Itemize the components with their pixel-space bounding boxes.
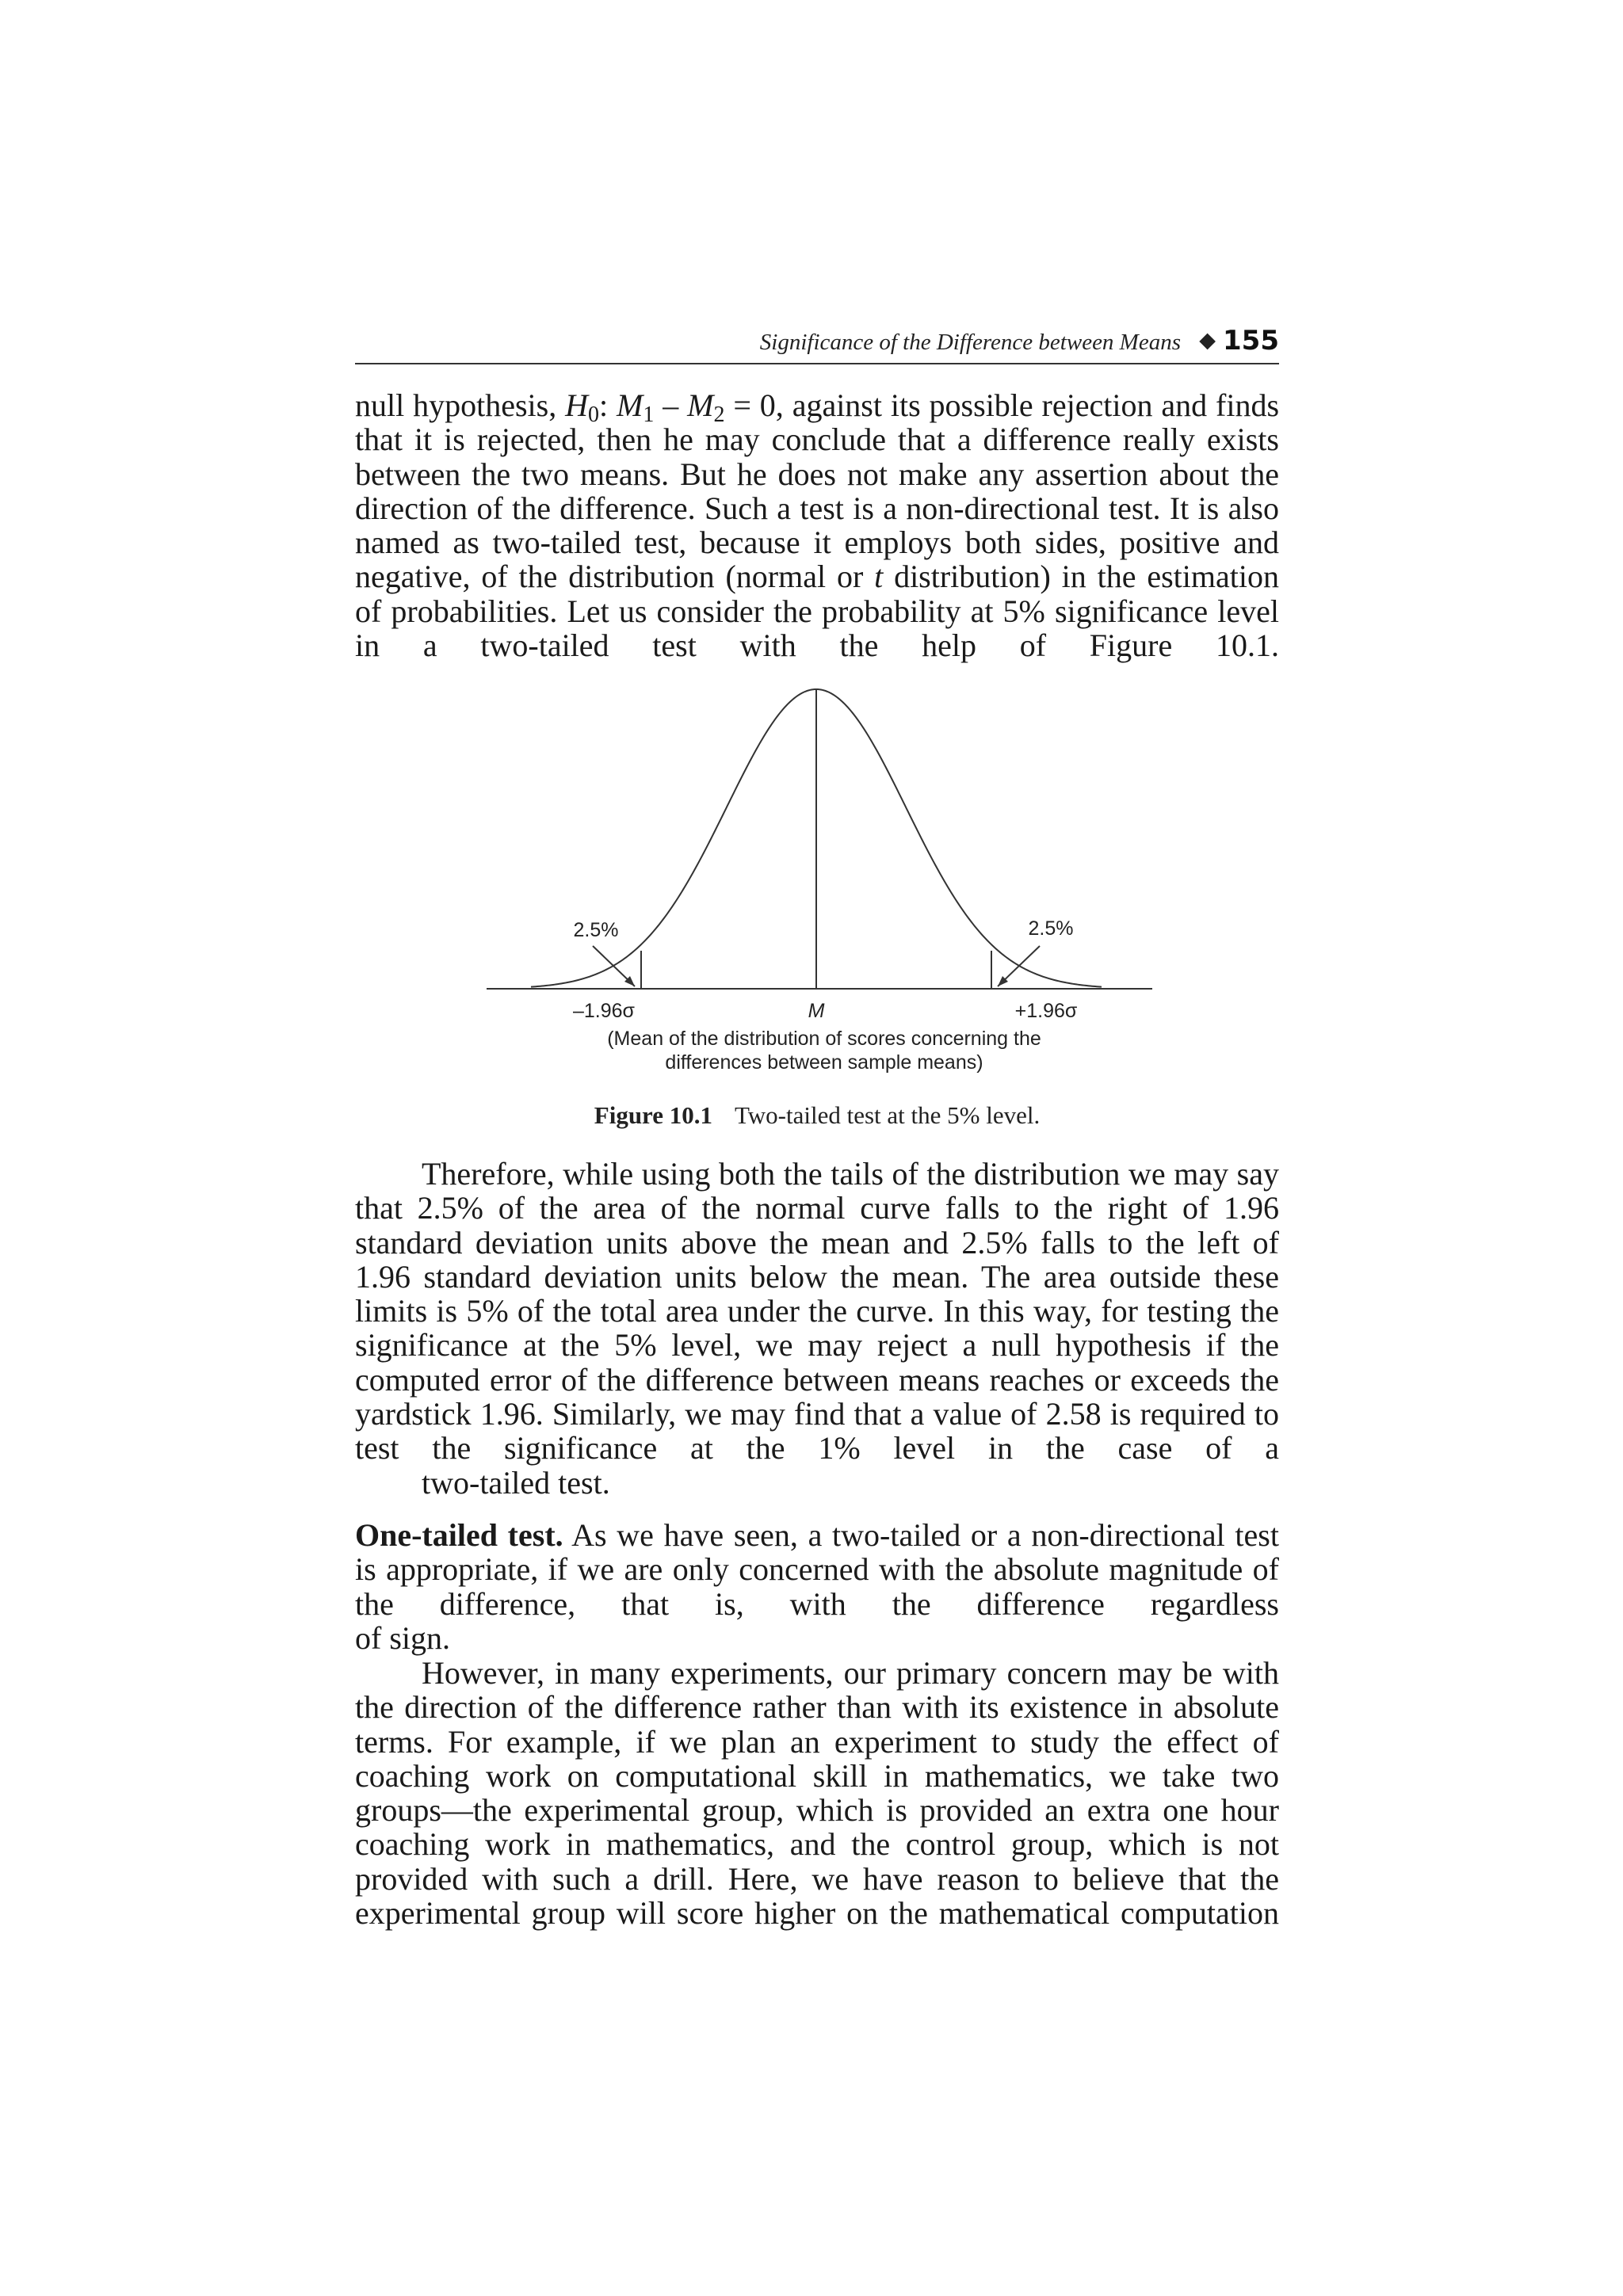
text: Therefore, while using both the tails of the distribution we may say that 2.5% of the area of the normal curve falls to the right of 1.96 standard deviation units above the mean and 2.5% falls to the left of 1.96 standard deviation units below the mean. The area outside these limits is 5% of the total area under the curve. In this way, for testing the significance at the 5% level, we may reject a null hypothesis if the computed error of the difference between means reaches or exceeds the yardstick 1.96. Similarly, we may find that a value of 2.58 is required to test the significance at the 1% level in the case of a [355, 1156, 1279, 1466]
figure-title: Two-tailed test at the 5% level. [735, 1101, 1041, 1129]
paragraph-null-hypothesis [355, 388, 1279, 662]
text: However, in many experiments, our primary concern may be with the direction of the difference rather than with its existence in absolute terms. For example, if we plan an experiment to study the effect of coaching work on computational skill in mathematics, we take two groups—the experimental group, which is provided an extra one hour coaching work in mathematics, and the control group, which is not provided with such a drill. Here, we have reason to believe that the experimental group will score higher on the mathematical computation [355, 1655, 1279, 1932]
normal-distribution-figure [475, 680, 1173, 1076]
math-sub: 2 [713, 402, 725, 427]
left-z-label: –1.96σ [573, 1000, 635, 1022]
math-t: t [874, 559, 884, 595]
right-z-label: +1.96σ [1014, 1000, 1078, 1022]
text: = 0, against its possible rejection and finds that it is rejected, then he may conclude that a difference really exists between the two means. But he does not make any assertion about the direction of the difference. Such a test is a non-directional test. It is also named as two-tailed test, because it employs both sides, positive and negative, of the distribution (normal or [355, 387, 1280, 595]
figure-caption [355, 1101, 1279, 1130]
text: distribution) in the estimation of probabilities. Let us consider the probability at 5% significance level in a two-tailed test with the help of Figure 10.1. [355, 559, 1279, 664]
text: – [654, 387, 688, 423]
text: two-tailed test. [422, 1464, 610, 1501]
text: As we have seen, a two-tailed or a non-directional test is appropriate, if we are only concerned with the absolute magnitude of the difference, that is, with the difference regardless [355, 1517, 1279, 1622]
text: null hypothesis, [355, 387, 566, 423]
mean-label: M [808, 1000, 825, 1022]
figure-label: Figure 10.1 [594, 1101, 713, 1129]
math-m2: M [687, 387, 714, 423]
diamond-icon: ◆ [1199, 328, 1216, 353]
page-number: 155 [1223, 325, 1279, 357]
math-sub: 1 [643, 402, 655, 427]
paragraph-however [355, 1656, 1279, 1930]
running-title: Significance of the Difference between Means [759, 330, 1181, 355]
math-m1: M [617, 387, 643, 423]
text: of sign. [355, 1619, 450, 1656]
math-h: H [565, 387, 589, 423]
paragraph-one-tailed [355, 1518, 1279, 1655]
paragraph-therefore [355, 1157, 1279, 1500]
math-sub: 0 [588, 402, 600, 427]
left-tail-percent: 2.5% [573, 919, 619, 941]
figure-note-line1: (Mean of the distribution of scores concerning the [607, 1028, 1041, 1050]
figure-note [475, 1027, 1173, 1074]
one-tailed-heading: One-tailed test. [355, 1517, 563, 1553]
figure-note-line2: differences between sample means) [665, 1051, 983, 1074]
running-header [355, 325, 1279, 364]
right-tail-percent: 2.5% [1028, 917, 1074, 940]
text: : [599, 387, 617, 423]
